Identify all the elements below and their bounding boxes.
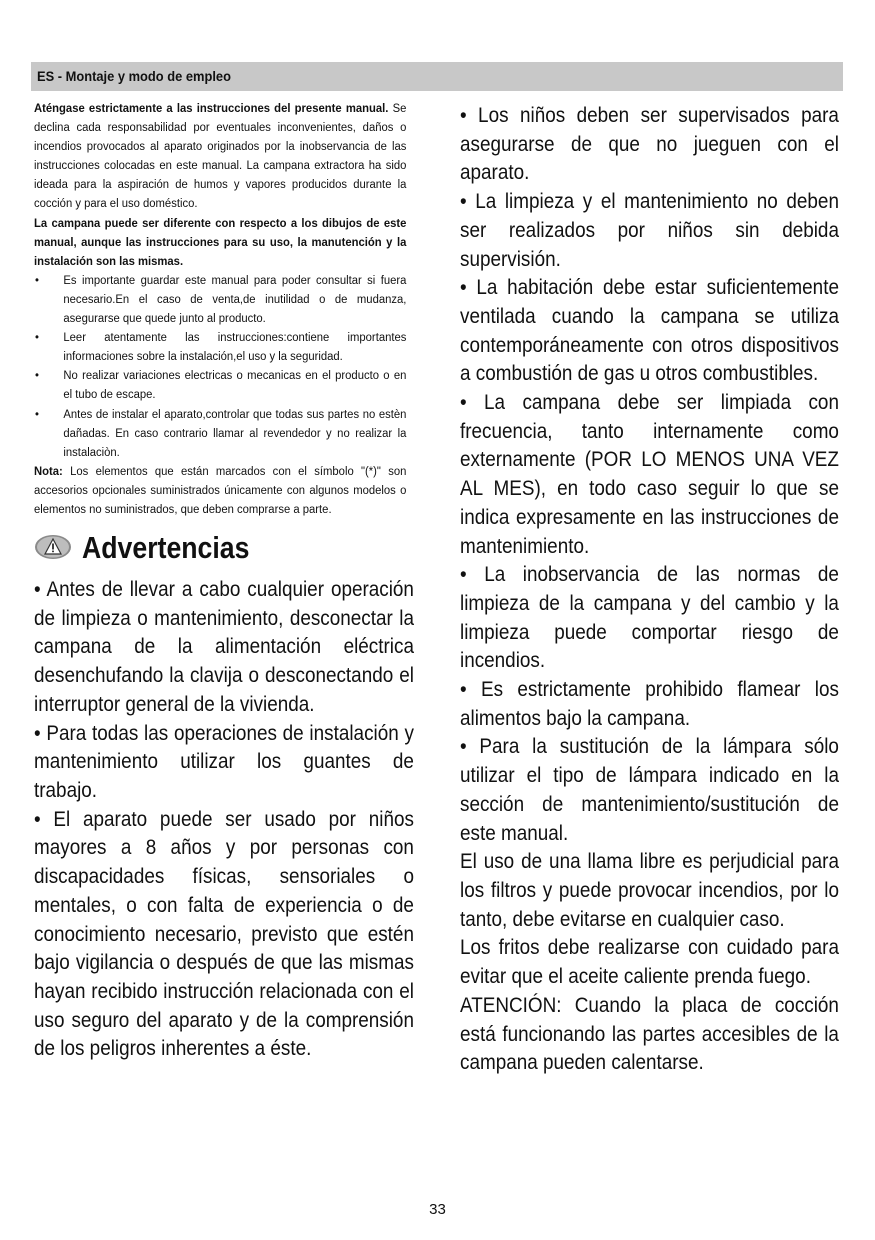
warning-paragraph: • El aparato puede ser usado por niños mayores a 8 años y por personas con discapacidades físicas, sensoriales o mentales, o con falta de experiencia o de conocimiento necesario, previsto que estén bajo vigilancia o después de que las mismas hayan recibido instrucción relacionada con el uso seguro del aparato y de la comprensión de los peligros inherentes a éste. xyxy=(34,807,414,1061)
right-paragraph: El uso de una llama libre es perjudicial para los filtros y puede provocar incendios, por lo tanto, debe evitarse en cualquier caso. xyxy=(460,850,839,931)
bullet-item: • Leer atentamente las instrucciones:contiene importantes informaciones sobre la instalación,el uso y la seguridad. xyxy=(34,329,406,367)
instruction-bullet-list xyxy=(34,272,406,463)
right-paragraph: • La inobservancia de las normas de limpieza de la campana y del cambio y la limpieza puede comportar riesgo de incendios. xyxy=(460,563,839,673)
intro-text: Se declina cada responsabilidad por eventuales inconvenientes, daños o incendios provocados al aparato originados por la inobservancia de las instrucciones colocadas en este manual. La campana extractora ha sido ideada para la aspiración de humos y vapores producidos durante la cocción y para el uso doméstico. xyxy=(34,103,407,211)
warning-paragraph: • Antes de llevar a cabo cualquier operación de limpieza o mantenimiento, desconectar la campana de la alimentación eléctrica desenchufando la clavija o desconectando el interruptor general de la vivienda. xyxy=(34,578,414,716)
right-paragraph: • La limpieza y el mantenimiento no deben ser realizados por niños sin debida supervisión. xyxy=(460,190,839,271)
intro-bold-paragraph: La campana puede ser diferente con respecto a los dibujos de este manual, aunque las instrucciones para su uso, la manutención y la instalación son las mismas. xyxy=(34,217,407,268)
note-label: Nota: xyxy=(34,465,63,478)
right-column xyxy=(460,100,839,1078)
right-body xyxy=(460,102,839,1078)
bullet-item: • No realizar variaciones electricas o mecanicas en el producto o en el tubo de escape. xyxy=(34,367,406,405)
intro-bold: Aténgase estrictamente a las instrucciones del presente manual. xyxy=(34,103,389,115)
warning-icon xyxy=(34,534,72,560)
intro-paragraph xyxy=(34,100,406,215)
warnings-body xyxy=(34,576,414,1064)
warning-paragraph: • Para todas las operaciones de instalación y mantenimiento utilizar los guantes de trabajo. xyxy=(34,721,414,802)
right-paragraph: Los fritos debe realizarse con cuidado para evitar que el aceite caliente prenda fuego. xyxy=(460,936,839,989)
right-paragraph: • Es estrictamente prohibido flamear los alimentos bajo la campana. xyxy=(460,678,839,730)
note-text: Los elementos que están marcados con el símbolo "(*)" son accesorios opcionales suministrados únicamente con algunos modelos o elementos no suministrados, que deben comprarse a parte. xyxy=(34,465,407,516)
section-title: ES - Montaje y modo de empleo xyxy=(37,68,231,84)
right-paragraph: ATENCIÓN: Cuando la placa de cocción está funcionando las partes accesibles de la campana pueden calentarse. xyxy=(460,993,839,1075)
intro-block xyxy=(34,100,406,520)
bullet-dot: • xyxy=(34,408,39,421)
right-paragraph: • Los niños deben ser supervisados para asegurarse de que no jueguen con el aparato. xyxy=(460,104,839,185)
bullet-item: • Es importante guardar este manual para poder consultar si fuera necesario.En el caso de venta,de inutilidad o de mudanza, asegurarse que quede junto al producto. xyxy=(34,272,406,329)
warnings-title: Advertencias xyxy=(82,530,250,566)
bullet-dot: • xyxy=(34,370,39,383)
page-number: 33 xyxy=(429,1201,446,1218)
section-header-bar xyxy=(31,62,843,91)
left-column xyxy=(34,100,414,1064)
note-paragraph xyxy=(34,463,406,520)
right-paragraph: • Para la sustitución de la lámpara sólo utilizar el tipo de lámpara indicado en la sección de mantenimiento/sustitución de este manual. xyxy=(460,735,839,845)
bullet-item: • Antes de instalar el aparato,controlar que todas sus partes no estèn dañadas. En caso contrario llamar al revendedor y no realizar la instalaciòn. xyxy=(34,406,406,463)
warnings-heading xyxy=(34,530,414,576)
right-paragraph: • La habitación debe estar suficientemente ventilada cuando la campana se utiliza contemporáneamente con otros dispositivos a combustión de gas u otros combustibles. xyxy=(460,276,839,386)
right-paragraph: • La campana debe ser limpiada con frecuencia, tanto internamente como externamente (POR LO MENOS UNA VEZ AL MES), en todo caso seguir lo que se indica expresamente en las instrucciones de mantenimiento. xyxy=(460,391,839,558)
bullet-dot: • xyxy=(34,274,39,287)
bullet-dot: • xyxy=(34,332,39,345)
